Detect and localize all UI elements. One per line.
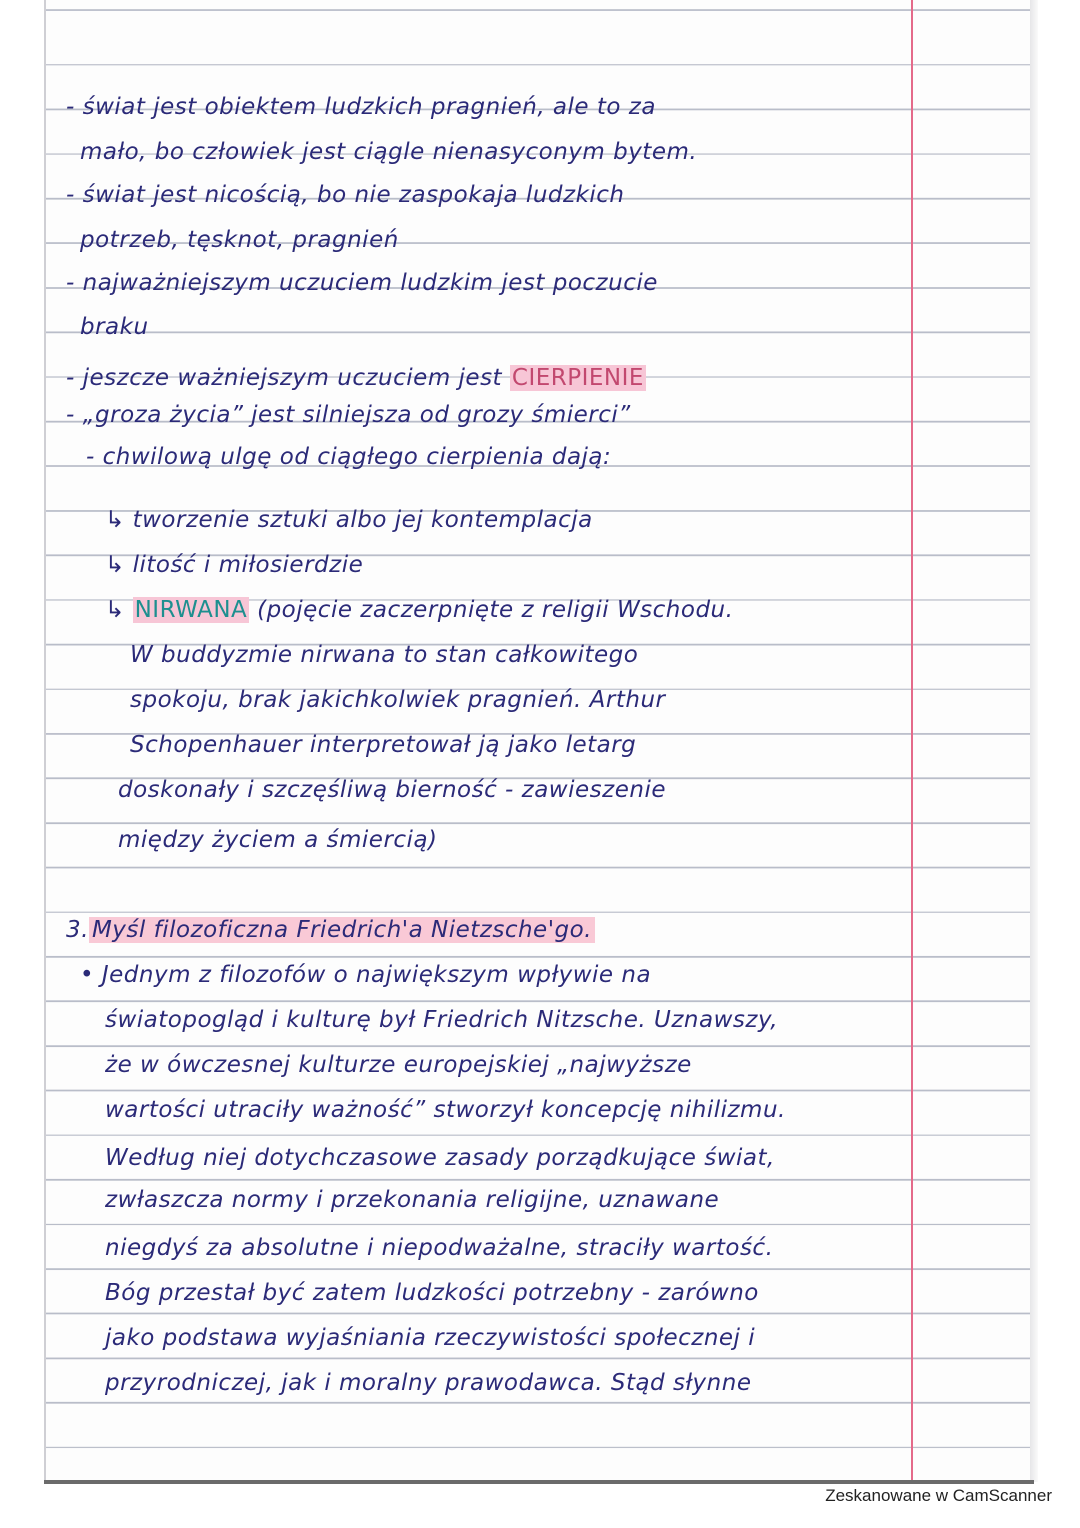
arrow-bullet: ↳ [105, 597, 125, 623]
note-line: Schopenhauer interpretował ją jako letarg [130, 732, 637, 758]
note-line: mało, bo człowiek jest ciągle nienasyconym bytem. [80, 139, 698, 165]
note-text: - jeszcze ważniejszym uczuciem jest [66, 365, 503, 391]
note-line: potrzeb, tęsknot, pragnień [80, 227, 399, 253]
note-line: ↳ tworzenie sztuki albo jej kontemplacja [105, 507, 593, 533]
note-line [66, 363, 646, 393]
note-line: • Jednym z filozofów o największym wpływie na [80, 962, 652, 988]
note-line: - „groza życia” jest silniejsza od grozy śmierci” [66, 402, 631, 428]
section-number: 3. [66, 917, 89, 943]
note-line: wartości utraciły ważność” stworzył koncepcję nihilizmu. [105, 1097, 786, 1123]
note-line: światopogląd i kulturę był Friedrich Nitzsche. Uznawszy, [105, 1007, 779, 1033]
section-heading [66, 915, 595, 945]
note-line: niegdyś za absolutne i niepodważalne, straciły wartość. [105, 1235, 774, 1261]
note-line: - chwilową ulgę od ciągłego cierpienia dają: [86, 444, 612, 470]
page-bottom-edge [44, 1480, 1034, 1484]
highlight-cierpienie: CIERPIENIE [511, 365, 644, 391]
note-line: - świat jest nicością, bo nie zaspokaja ludzkich [66, 182, 625, 208]
note-line: że w ówczesnej kulturze europejskiej „najwyższe [105, 1052, 692, 1078]
note-line: zwłaszcza normy i przekonania religijne, uznawane [105, 1187, 720, 1213]
note-line: Bóg przestał być zatem ludzkości potrzebny - zarówno [105, 1280, 759, 1306]
highlight-nirwana: NIRWANA [134, 597, 248, 623]
note-line: między życiem a śmiercią) [118, 827, 438, 853]
note-line: przyrodniczej, jak i moralny prawodawca. Stąd słynne [105, 1370, 752, 1396]
scanner-watermark: Zeskanowane w CamScanner [825, 1486, 1052, 1505]
note-line: ↳ litość i miłosierdzie [105, 552, 364, 578]
note-line [105, 595, 733, 625]
note-line: - świat jest obiektem ludzkich pragnień, ale to za [66, 94, 656, 120]
note-line: braku [80, 314, 149, 340]
section-title: Myśl filozoficzna Friedrich'a Nietzsche'go. [89, 917, 595, 943]
note-line: - najważniejszym uczuciem ludzkim jest poczucie [66, 270, 658, 296]
note-line: W buddyzmie nirwana to stan całkowitego [130, 642, 639, 668]
note-line: spokoju, brak jakichkolwiek pragnień. Arthur [130, 687, 666, 713]
note-line: doskonały i szczęśliwą bierność - zawieszenie [118, 777, 666, 803]
page-edge [1030, 0, 1038, 1482]
note-line: Według niej dotychczasowe zasady porządkujące świat, [105, 1145, 775, 1171]
note-text: (pojęcie zaczerpnięte z religii Wschodu. [257, 597, 734, 623]
margin-line [911, 0, 913, 1482]
note-line: jako podstawa wyjaśniania rzeczywistości społecznej i [105, 1325, 756, 1351]
